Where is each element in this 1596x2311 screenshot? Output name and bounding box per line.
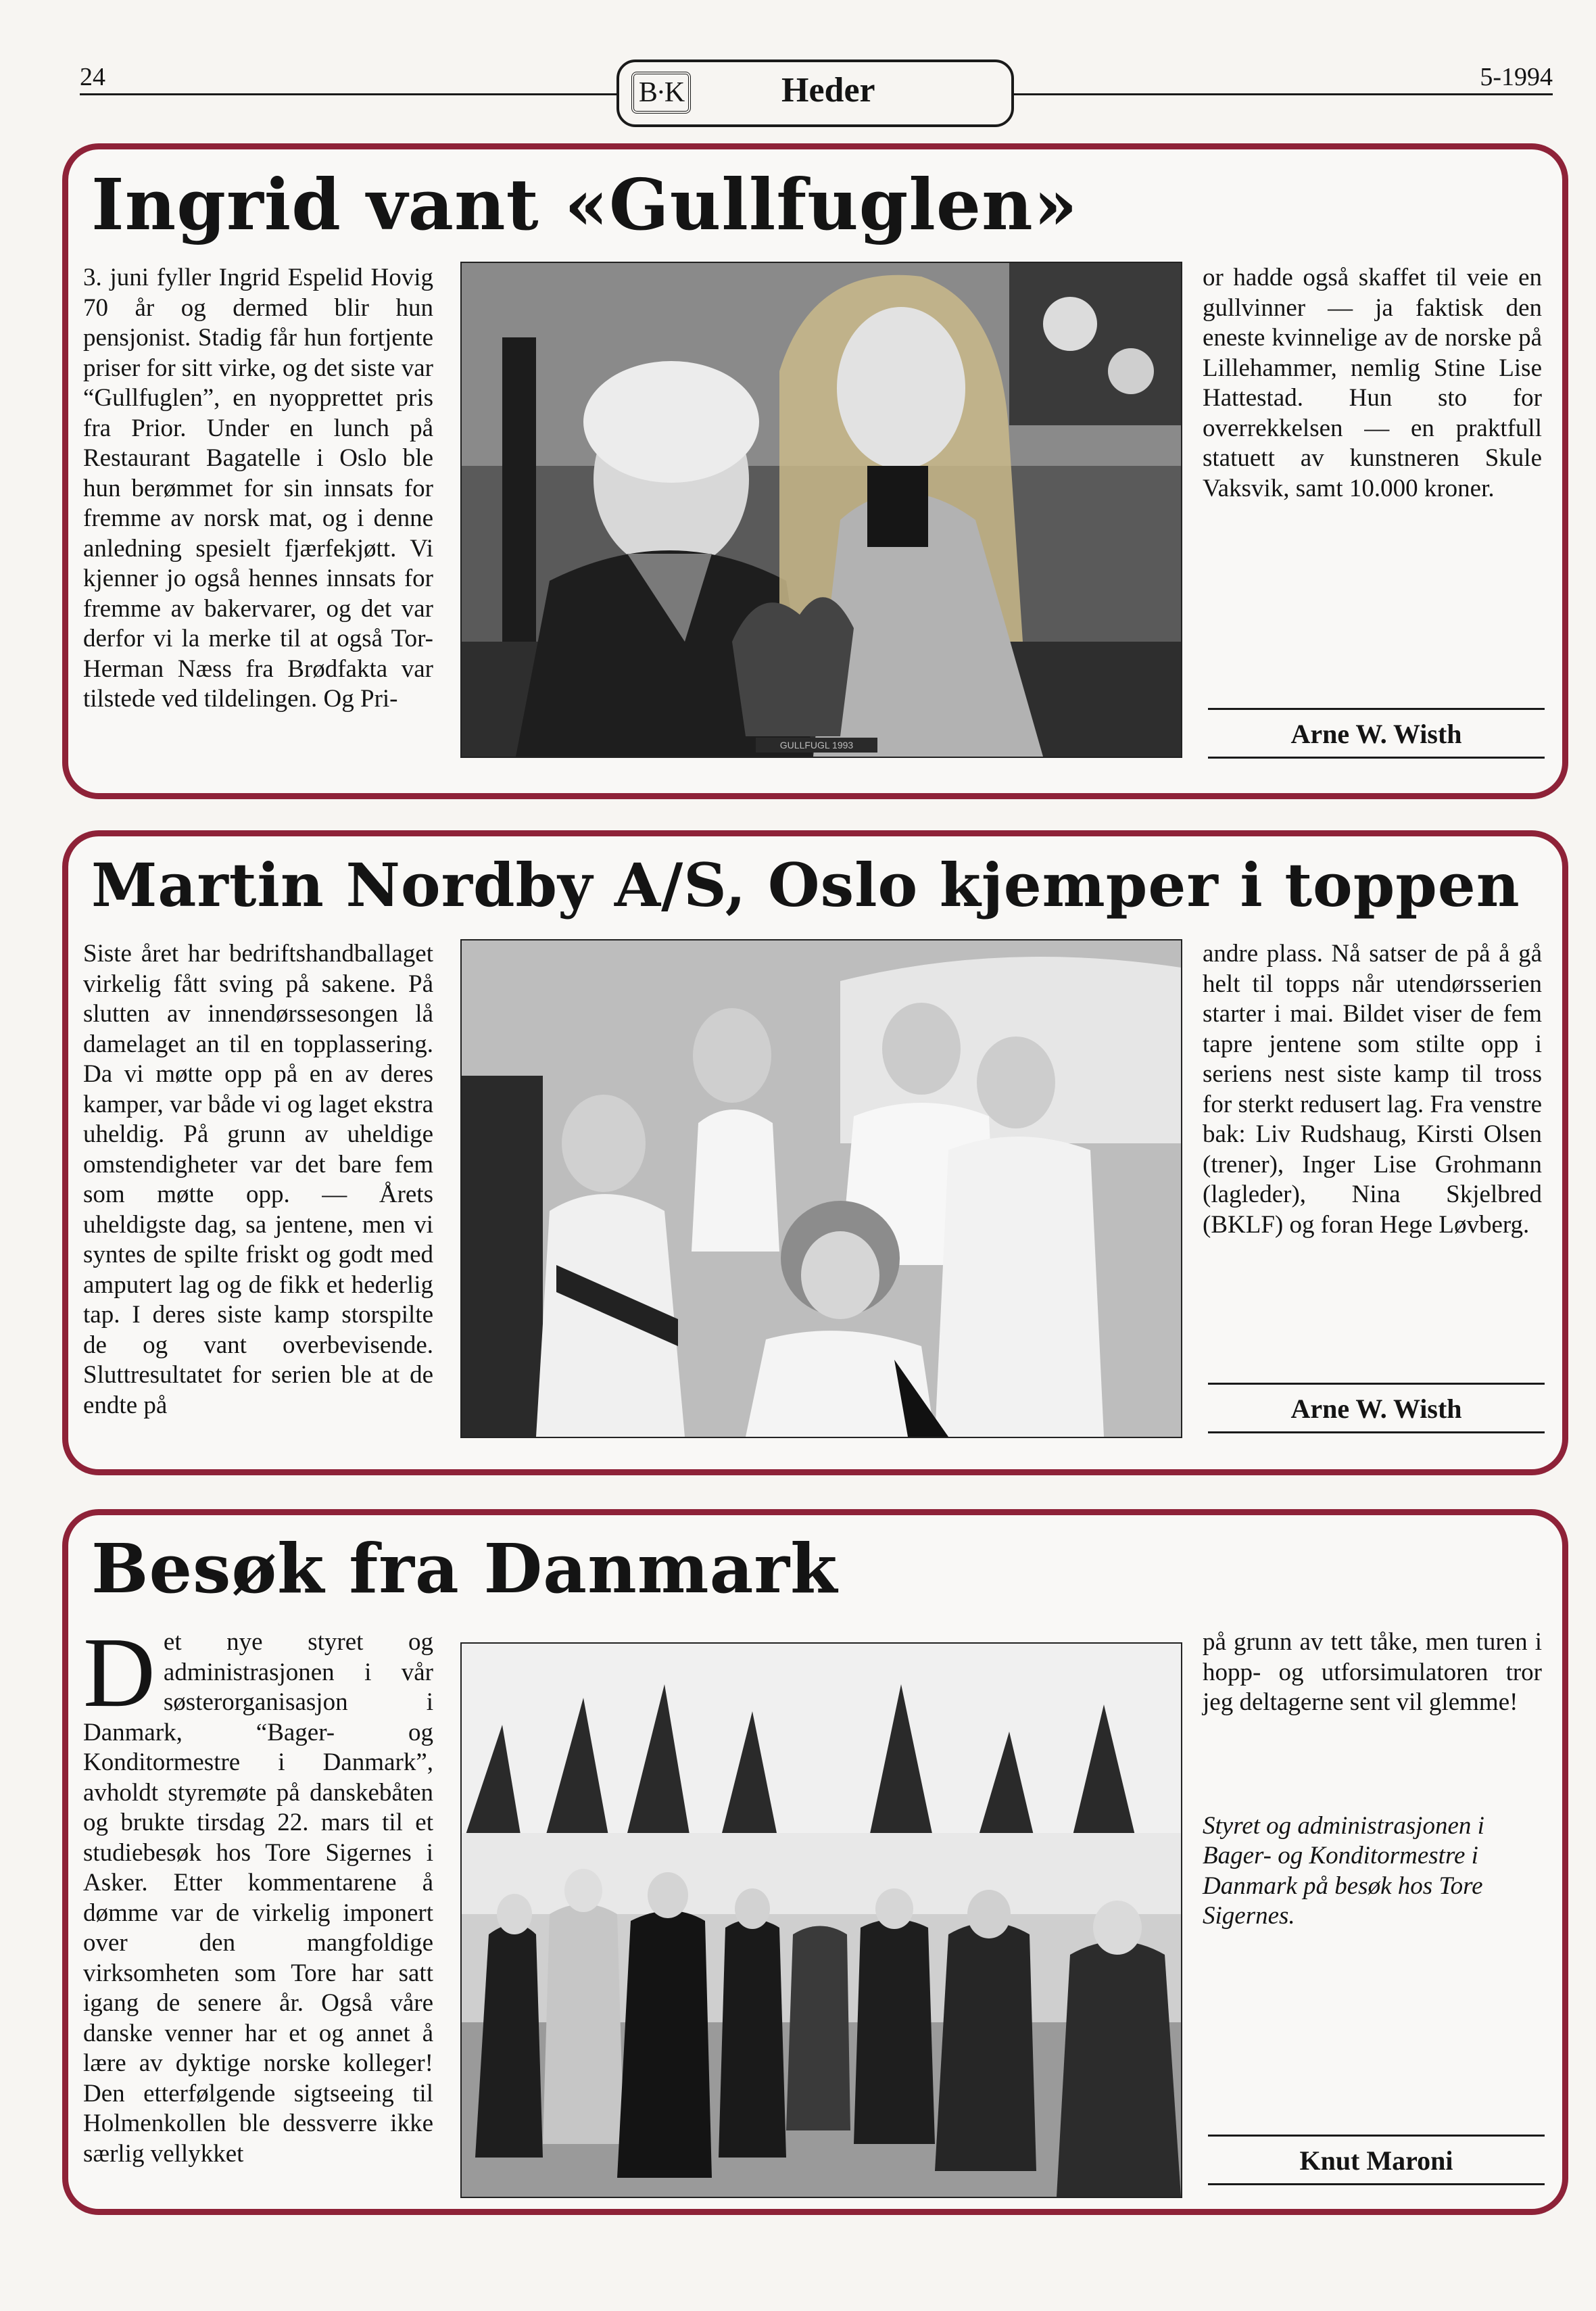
article-body-left: 3. juni fyller Ingrid Espelid Hovig 70 år og dermed blir hun pensjonist. Stadig får hun fortjente priser for sitt virke, og det siste var “Gullfuglen”, en nyopprettet pris fra Prior. Under en lunch på Restaurant Bagatelle i Oslo ble hun berømmet for sin innsats for fremme av norsk mat, og i denne anledning spesielt fjærfekjøtt. Vi kjenner jo også hennes innsats for fremme av bakervarer, og det var derfor vi la merke til at også Tor-Herman Næss fra Brødfakta var tilstede ved tildelingen. Og Pri-: [83, 264, 433, 713]
section-title: Heder: [781, 71, 875, 110]
trophy-plate: GULLFUGL 1993: [756, 738, 877, 753]
article-headline: Ingrid vant «Gullfuglen»: [91, 163, 1078, 246]
page-number: 24: [80, 63, 105, 91]
article-body-left: [83, 1617, 433, 2169]
photo-illustration: [462, 1644, 1181, 2197]
photo-danish-visitors: [460, 1642, 1182, 2198]
photo-illustration: [462, 263, 1181, 757]
section-header-tab: [616, 59, 1014, 127]
bk-logo: B·K: [631, 72, 691, 114]
photo-handball-team: [460, 939, 1182, 1438]
article-right-column: [1203, 1627, 1542, 1932]
article-body-right: andre plass. Nå satser de på å gå helt til topps når utendørsserien starter i mai. Bildet viser de fem tapre jentene som stilte opp i seriens nest siste kamp til tross for sterkt redusert lag. Fra venstre bak: Liv Rudshaug, Kirsti Olsen (trener), Inger Lise Grohmann (lagleder), Nina Skjelbred (BKLF) og foran Hege Løvberg.: [1203, 940, 1542, 1239]
article-martin-nordby: [62, 830, 1568, 1475]
article-headline: Martin Nordby A/S, Oslo kjemper i toppen: [91, 850, 1520, 920]
article-byline: Arne W. Wisth: [1208, 708, 1545, 759]
article-byline: Arne W. Wisth: [1208, 1383, 1545, 1433]
issue-number: 5-1994: [1480, 63, 1553, 91]
article-body-right: or hadde også skaffet til veie en gullvinner — ja faktisk den eneste kvinnelige av de norske på Lillehammer, nemlig Stine Lise Hattestad. Hun sto for overrekkelsen — en praktfull statuett av kunstneren Skule Vaksvik, samt 10.000 kroner.: [1203, 264, 1542, 502]
photo-award-ceremony: [460, 262, 1182, 758]
article-body-right: på grunn av tett tåke, men turen i hopp- og utforsimulatoren tror jeg deltagerne sent vil glemme!: [1203, 1628, 1542, 1716]
article-byline: Knut Maroni: [1208, 2135, 1545, 2185]
photo-illustration: [462, 940, 1181, 1437]
photo-caption: Styret og administrasjonen i Bager- og Konditormestre i Danmark på besøk hos Tore Sigernes.: [1203, 1811, 1484, 1930]
article-gullfuglen: [62, 143, 1568, 799]
article-body-left: Siste året har bedriftshandballaget virkelig fått sving på sakene. På slutten av innendørssesongen lå damelaget an til en topplassering. Da vi møtte opp på en av deres kamper, var både vi og laget ekstra uheldig. På grunn av uheldige omstendigheter var det bare fem som møtte opp. — Årets uheldigste dag, sa jentene, men vi syntes de spilte friskt og godt med amputert lag og de fikk et hederlig tap. I deres siste kamp storspilte de og vant overbevisende. Sluttresultatet for serien ble at de endte på: [83, 940, 433, 1419]
article-body-text: et nye styret og administrasjonen i vår søsterorganisasjon i Danmark, “Bager- og Konditormestre i Danmark”, avholdt styremøte på danskebåten og brukte tirsdag 22. mars til et studiebesøk hos Tore Sigernes i Asker. Etter kommentarene å dømme var de virkelig imponert over den mangfoldige virksomheten som Tore har satt igang de senere år. Også våre danske venner har et og annet å lære av dyktige norske kolleger! Den etterfølgende sigtseeing til Holmenkollen ble dessverre ikke særlig vellykket: [83, 1628, 433, 2168]
article-headline: Besøk fra Danmark: [91, 1529, 838, 1609]
article-besok-fra-danmark: [62, 1509, 1568, 2215]
drop-cap: D: [83, 1617, 155, 1728]
